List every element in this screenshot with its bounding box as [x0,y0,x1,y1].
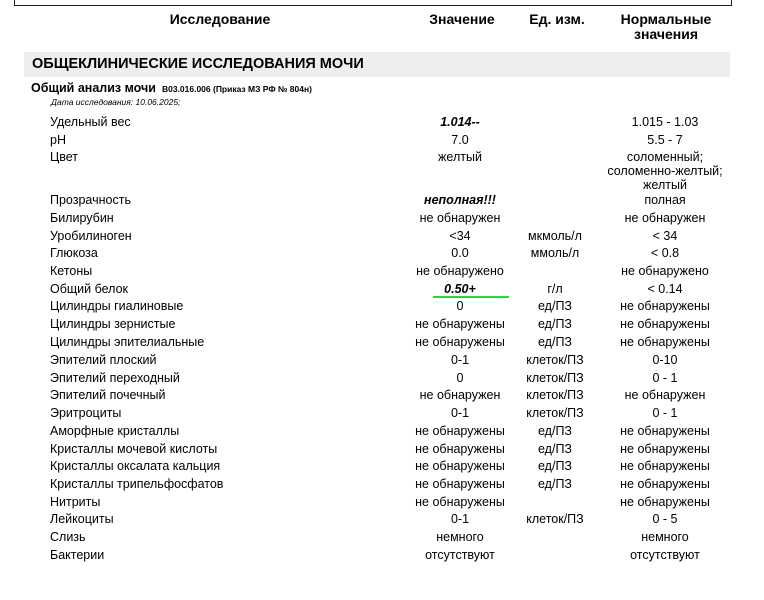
row-value: <34 [449,229,471,243]
row-norm: < 34 [652,229,678,243]
row-value: 0 [456,371,464,385]
row-value: неполная!!! [424,193,496,207]
row-norm: не обнаружены [620,477,710,491]
report-frame-edge [14,0,732,6]
row-name: Кристаллы мочевой кислоты [50,442,218,456]
row-name: Цилиндры эпителиальные [50,335,205,349]
row-name: Общий белок [50,282,129,296]
row-norm: 0 - 1 [652,371,678,385]
row-norm: < 0.14 [647,282,683,296]
row-unit: ед/ПЗ [538,317,572,331]
row-name: Эпителий почечный [50,388,166,402]
row-value: 0-1 [450,406,470,420]
row-norm: 0-10 [652,353,678,367]
column-header-value: Значение [429,11,495,27]
row-name: Нитриты [50,495,101,509]
row-norm: соломенный; соломенно-желтый; желтый [607,150,723,192]
row-name: Слизь [50,530,86,544]
row-name: Эпителий переходный [50,371,180,385]
row-norm: 0 - 5 [652,512,678,526]
row-unit: клеток/ПЗ [526,371,584,385]
row-name: Уробилиноген [50,229,132,243]
row-name: Бактерии [50,548,105,562]
row-value: не обнаружены [415,495,505,509]
row-norm: немного [641,530,689,544]
row-unit: ммоль/л [530,246,580,260]
row-name: Кристаллы трипельфосфатов [50,477,224,491]
analysis-code: В03.016.006 (Приказ МЗ РФ № 804н) [161,84,312,94]
row-norm: отсутствуют [630,548,700,562]
analysis-title-line [31,81,312,95]
row-name: Цилиндры зернистые [50,317,176,331]
row-unit: г/л [547,282,563,296]
row-value: не обнаружены [415,459,505,473]
row-name: Эпителий плоский [50,353,157,367]
row-name: Удельный вес [50,115,131,129]
analysis-title: Общий анализ мочи [31,81,156,95]
row-unit: ед/ПЗ [538,335,572,349]
row-name: Глюкоза [50,246,98,260]
row-norm: не обнаружены [620,459,710,473]
row-value: 0.50+ [444,282,476,296]
row-norm: не обнаружен [624,211,706,225]
row-value: не обнаружены [415,335,505,349]
row-value: 0-1 [450,353,470,367]
row-value: не обнаружены [415,424,505,438]
row-name: Аморфные кристаллы [50,424,180,438]
row-value: желтый [438,150,482,164]
row-value: отсутствуют [425,548,495,562]
row-norm: не обнаружены [620,335,710,349]
row-value: не обнаружен [419,388,501,402]
column-header-norm: Нормальные значения [620,11,712,42]
row-norm: 1.015 - 1.03 [631,115,699,129]
row-value: не обнаружены [415,442,505,456]
row-norm: не обнаружены [620,299,710,313]
row-name: Прозрачность [50,193,131,207]
row-name: Цвет [50,150,79,164]
row-unit: мкмоль/л [528,229,582,243]
row-name: Кетоны [50,264,93,278]
row-name: Лейкоциты [50,512,114,526]
row-unit: клеток/ПЗ [526,406,584,420]
row-unit: ед/ПЗ [538,459,572,473]
row-unit: ед/ПЗ [538,442,572,456]
row-value: не обнаружены [415,477,505,491]
row-norm: не обнаружены [620,495,710,509]
row-name: Билирубин [50,211,114,225]
row-unit: клеток/ПЗ [526,353,584,367]
row-value: 7.0 [451,133,469,147]
row-norm: не обнаружено [621,264,709,278]
row-name: Кристаллы оксалата кальция [50,459,221,473]
row-value: 1.014-- [440,115,480,129]
row-unit: ед/ПЗ [538,477,572,491]
row-value: не обнаружены [415,317,505,331]
row-value: 0 [456,299,464,313]
row-norm: не обнаружены [620,424,710,438]
column-header-unit: Ед. изм. [529,11,585,27]
row-norm: < 0.8 [650,246,680,260]
row-unit: клеток/ПЗ [526,512,584,526]
row-norm: 5.5 - 7 [647,133,683,147]
row-unit: клеток/ПЗ [526,388,584,402]
row-value: 0.0 [451,246,469,260]
row-value: 0-1 [450,512,470,526]
row-name: Цилиндры гиалиновые [50,299,184,313]
highlight-underline [433,296,509,298]
row-norm: полная [644,193,686,207]
row-norm: 0 - 1 [652,406,678,420]
row-norm: не обнаружены [620,317,710,331]
row-norm: не обнаружен [624,388,706,402]
row-unit: ед/ПЗ [538,424,572,438]
row-value: немного [436,530,484,544]
row-value: не обнаружено [416,264,504,278]
row-name: Эритроциты [50,406,122,420]
row-value: не обнаружен [419,211,501,225]
column-header-test: Исследование [169,11,271,27]
row-norm: не обнаружены [620,442,710,456]
section-title: ОБЩЕКЛИНИЧЕСКИЕ ИССЛЕДОВАНИЯ МОЧИ [24,52,730,77]
row-unit: ед/ПЗ [538,299,572,313]
analysis-date: Дата исследования: 10.06.2025; [51,97,181,107]
row-name: pH [50,133,66,147]
